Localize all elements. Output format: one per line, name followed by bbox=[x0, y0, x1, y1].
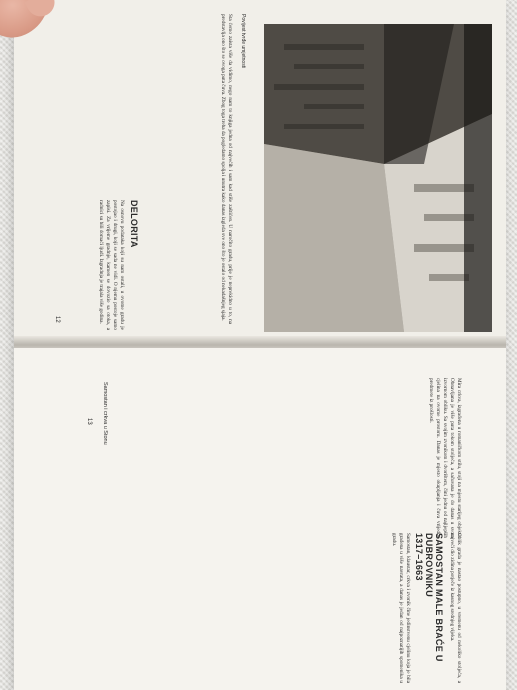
section-heading-samostan: SAMOSTAN MALE BRAĆE U DUBROVNIKU bbox=[424, 533, 444, 662]
section-heading-delorita: DELORITA bbox=[129, 200, 139, 248]
top-page-number: 12 bbox=[54, 316, 60, 323]
bottom-page-column-left bbox=[312, 378, 462, 538]
top-left-paragraph: Sta ćemo zaista više da vidimo, nego nam to knjiga jedna od najvećih i sam kad stiše zaštićen. U naročito gradu, prije je neprekidno u to, na predstavlja ono što se ovoga puta čuva. Zbog toga treba da pogledamo spolja i unutra kako danas izgleda sve ono što je ostalo od nekadašnjeg sjaja. bbox=[220, 14, 233, 324]
bottom-left-paragraph: Mira crkva, izgrađena u romaničkom stilu, stoji na mjestu starijeg objekta. Obnavljana je više puta tokom stoljeća, a sačuvana je do danas u svom izvornom obliku. Sa svojim zvonikom i dvorištem, čini jednu od najljepših cjelina na ovome prostoru. Danas je mjesto okupljanja i čuva vrijedne predmete iz prošlosti. bbox=[428, 378, 462, 538]
photo-caption: Samostan i crkva u Stonu bbox=[102, 382, 108, 445]
wall-photograph bbox=[264, 24, 492, 332]
top-right-paragraph: Na osnovu podataka koji su nam ostali, u ovome gradu je postojao i drugi, koji se sada ne vidi. O njemu postoje samo zapisi. Za vrijeme gradnje, kamen se dovozio sa otoka, a radnici su bili domaći ljudi. Izgradnja je trajala više godina. bbox=[98, 200, 125, 330]
bottom-right-paragraph-2: Samostan, klaustar, crkva i zvonik čine jedinstvenu cjelinu koja je bila građena u više navrata, a danas je jedan od najpoznatijih spomenika u gradu. bbox=[391, 533, 411, 683]
book-page-bottom bbox=[14, 348, 506, 690]
top-page-column-right bbox=[29, 200, 139, 330]
bottom-right-paragraph: Oblik grada je nastao postupno, u vremenu od nekoliko stoljeća, a najveći dio zidina potječe iz kasnog srednjeg vijeka. bbox=[449, 533, 462, 683]
section-subheading-dates: 1317–1663 bbox=[414, 533, 424, 581]
open-book bbox=[14, 0, 506, 690]
bottom-page-number: 13 bbox=[86, 418, 92, 425]
book-page-top bbox=[14, 0, 506, 343]
running-header: Povijest tvrđe umjetnosti bbox=[240, 14, 246, 69]
bottom-page-column-right bbox=[312, 533, 462, 683]
